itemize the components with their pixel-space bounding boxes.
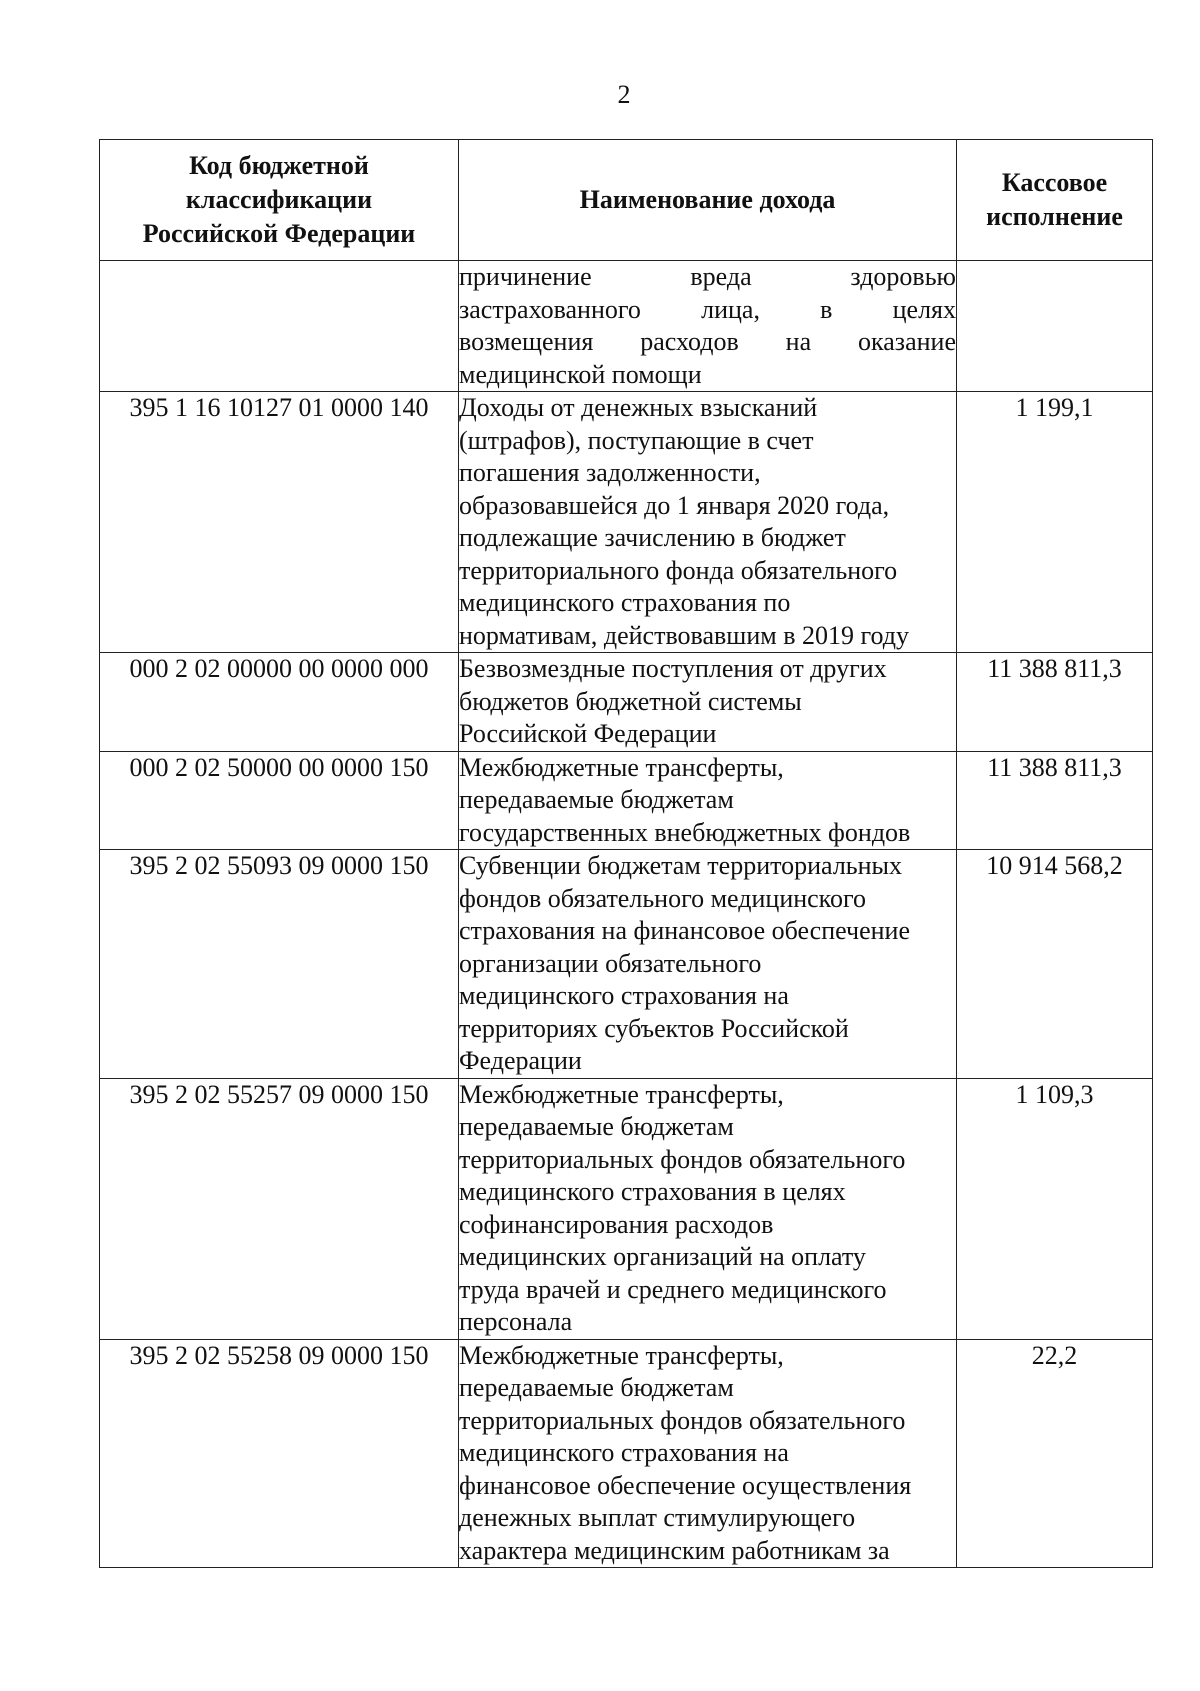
revenue-name-line: медицинской помощи [459,359,702,389]
revenue-name-line: Межбюджетные трансферты, [459,1079,784,1109]
page-number: 2 [617,80,631,109]
revenue-name-line: медицинского страхования по [459,588,791,617]
revenue-name-line: Межбюджетные трансферты, [459,752,784,782]
budget-code-cell: 395 1 16 10127 01 0000 140 [100,392,459,653]
table-row [100,751,1153,850]
revenue-name-line: застрахованного лица, в целях [459,294,956,324]
revenue-name-line: Федерации [459,1046,582,1075]
budget-code-cell: 000 2 02 50000 00 0000 150 [100,751,459,850]
header-code-line: классификации [185,185,373,214]
revenue-name-line: труда врачей и среднего медицинского [459,1274,887,1304]
header-sum [957,140,1153,261]
table-row [100,653,1153,752]
table-row [100,850,1153,1079]
table-row [100,1339,1153,1568]
revenue-name-line: медицинского страхования в целях [459,1177,846,1206]
budget-code-cell: 395 2 02 55093 09 0000 150 [100,850,459,1079]
revenue-table [99,139,1153,1568]
revenue-name-line: причинение вреда здоровью [459,262,956,291]
cash-execution-cell: 1 199,1 [957,392,1153,653]
revenue-name-line: медицинских организаций на оплату [459,1242,866,1271]
header-code-line: Код бюджетной [189,151,369,180]
revenue-name-line: передаваемые бюджетам [459,1112,734,1141]
revenue-name-line: подлежащие зачислению в бюджет [459,523,846,552]
revenue-name-cell [459,751,957,850]
revenue-name-line: финансовое обеспечение осуществления [459,1470,912,1500]
header-name [459,140,957,261]
budget-code-cell: 395 2 02 55257 09 0000 150 [100,1078,459,1339]
revenue-name-line: Межбюджетные трансферты, [459,1340,784,1370]
revenue-name-line: фондов обязательного медицинского [459,883,867,913]
revenue-name-line: территориального фонда обязательного [459,555,898,585]
revenue-name-line: характера медицинским работникам за [459,1535,890,1565]
revenue-name-line: нормативам, действовавшим в 2019 году [459,620,909,650]
cash-execution-cell [957,261,1153,392]
header-name-line: Наименование дохода [579,185,836,214]
revenue-name-line: бюджетов бюджетной системы [459,686,802,716]
cash-execution-cell: 1 109,3 [957,1078,1153,1339]
revenue-name-cell [459,261,957,392]
revenue-name-line: возмещения расходов на оказание [459,327,956,356]
revenue-name-line: Субвенции бюджетам территориальных [459,851,903,880]
table-row [100,392,1153,653]
cash-execution-cell: 11 388 811,3 [957,653,1153,752]
header-sum-line: Кассовое [1001,168,1108,197]
revenue-name-line: организации обязательного [459,948,762,978]
revenue-name-cell [459,1078,957,1339]
cash-execution-cell: 10 914 568,2 [957,850,1153,1079]
cash-execution-cell: 11 388 811,3 [957,751,1153,850]
revenue-name-line: денежных выплат стимулирующего [459,1503,856,1532]
table-body [100,261,1153,1568]
budget-code-cell [100,261,459,392]
revenue-name-line: софинансирования расходов [459,1209,774,1239]
budget-code-cell: 000 2 02 00000 00 0000 000 [100,653,459,752]
revenue-name-line: передаваемые бюджетам [459,785,734,814]
revenue-name-line: Безвозмездные поступления от других [459,654,887,683]
revenue-name-line: (штрафов), поступающие в счет [459,425,814,455]
revenue-name-line: государственных внебюджетных фондов [459,817,911,847]
table-row [100,261,1153,392]
revenue-name-cell [459,1339,957,1568]
table-row [100,1078,1153,1339]
revenue-name-line: медицинского страхования на [459,1438,789,1467]
revenue-name-line: территориальных фондов обязательного [459,1405,906,1435]
revenue-name-line: территориальных фондов обязательного [459,1144,906,1174]
cash-execution-cell: 22,2 [957,1339,1153,1568]
budget-code-cell: 395 2 02 55258 09 0000 150 [100,1339,459,1568]
revenue-name-line: территориях субъектов Российской [459,1013,849,1043]
revenue-name-cell [459,392,957,653]
revenue-name-line: образовавшейся до 1 января 2020 года, [459,490,890,520]
revenue-name-line: Российской Федерации [459,719,717,748]
table-header-row [100,140,1153,261]
revenue-name-line: Доходы от денежных взысканий [459,393,818,422]
header-sum-line: исполнение [986,202,1123,231]
revenue-name-line: погашения задолженности, [459,458,761,487]
revenue-name-line: передаваемые бюджетам [459,1373,734,1402]
revenue-name-line: персонала [459,1307,573,1336]
header-code-line: Российской Федерации [142,219,416,248]
revenue-name-line: страхования на финансовое обеспечение [459,916,911,945]
revenue-name-cell [459,850,957,1079]
header-code [100,140,459,261]
revenue-name-line: медицинского страхования на [459,981,789,1010]
revenue-name-cell [459,653,957,752]
